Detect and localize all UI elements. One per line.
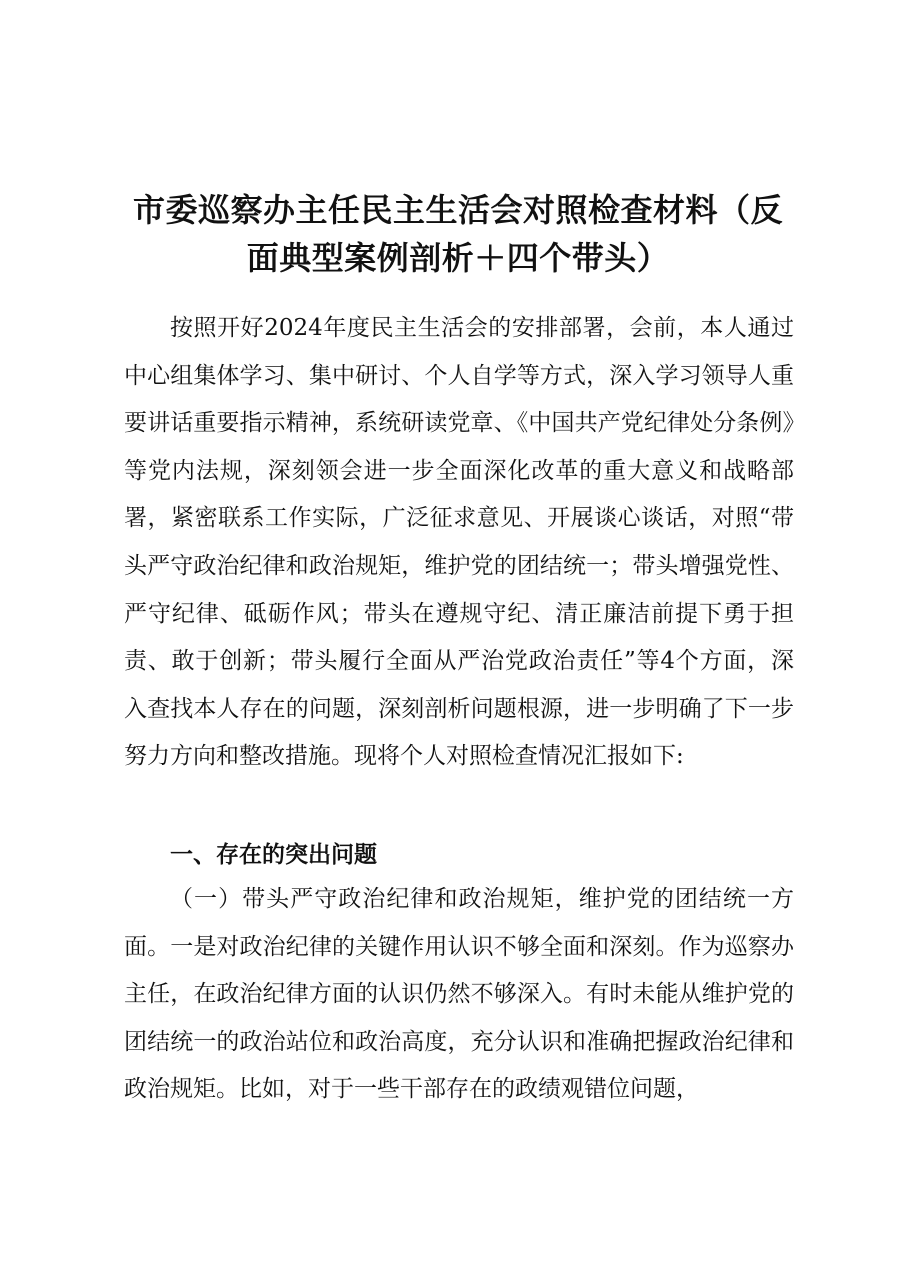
section-heading: 一、存在的突出问题 xyxy=(170,842,377,868)
subsection-paragraph: （一）带头严守政治纪律和政治规矩，维护党的团结统一方面。一是对政治纪律的关键作用认识不够全面和深刻。作为巡察办主任，在政治纪律方面的认识仍然不够深入。有时未能从维护党的团结统一的政治站位和政治高度，充分认识和准确把握政治纪律和政治规矩。比如，对于一些干部存在的政绩观错位问题， xyxy=(124,886,794,1103)
intro-paragraph: 按照开好2024年度民主生活会的安排部署，会前，本人通过中心组集体学习、集中研讨、个人自学等方式，深入学习领导人重要讲话重要指示精神，系统研读党章、《中国共产党纪律处分条例》等党内法规，深刻领会进一步全面深化改革的重大意义和战略部署，紧密联系工作实际，广泛征求意见、开展谈心谈话，对照“带头严守政治纪律和政治规矩，维护党的团结统一；带头增强党性、严守纪律、砥砺作风；带头在遵规守纪、清正廉洁前提下勇于担责、敢于创新；带头履行全面从严治党政治责任”等4个方面，深入查找本人存在的问题，深刻剖析问题根源，进一步明确了下一步努力方向和整改措施。现将个人对照检查情况汇报如下: xyxy=(124,315,794,770)
document-title: 市委巡察办主任民主生活会对照检查材料（反面典型案例剖析＋四个带头） xyxy=(132,191,783,277)
